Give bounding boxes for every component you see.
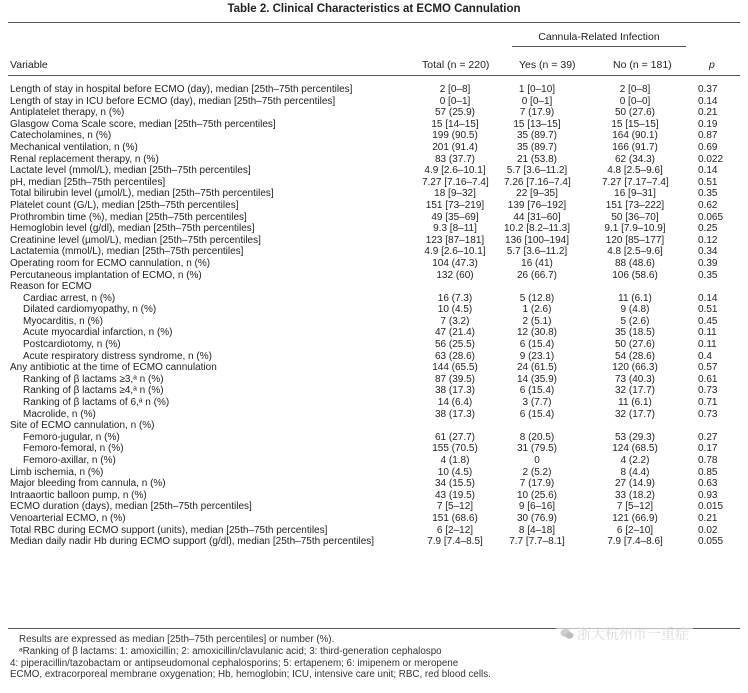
row-total: 6 [2–12] bbox=[436, 524, 474, 536]
row-total: 4.9 [2.6–10.1] bbox=[424, 246, 486, 258]
row-no: 50 (27.6) bbox=[614, 339, 656, 351]
row-variable: Ranking of β lactams of 6,ᵃ n (%) bbox=[23, 397, 170, 409]
row-variable: Femoro-axillar, n (%) bbox=[23, 455, 116, 466]
row-no: 50 [36–70] bbox=[611, 211, 659, 223]
table-row bbox=[0, 223, 748, 235]
row-total: 9.3 [8–11] bbox=[433, 223, 477, 235]
row-yes: 8 (20.5) bbox=[519, 431, 555, 443]
table-row bbox=[0, 119, 748, 131]
row-variable: Lactate level (mmol/L), median [25th–75th percentiles] bbox=[10, 165, 251, 177]
row-p: 0.02 bbox=[698, 524, 718, 536]
table-row bbox=[0, 246, 748, 258]
row-total: 14 (6.4) bbox=[437, 397, 473, 409]
row-no: 32 (17.7) bbox=[614, 385, 656, 397]
table-row bbox=[0, 154, 748, 166]
row-p: 0.73 bbox=[698, 385, 718, 397]
row-total: 49 [35–69] bbox=[431, 211, 479, 223]
row-no: 27 (14.9) bbox=[614, 478, 656, 490]
row-yes: 7.7 [7.7–8.1] bbox=[509, 536, 565, 548]
row-p: 0.11 bbox=[698, 339, 717, 351]
table-row bbox=[0, 362, 748, 374]
header-no: No (n = 181) bbox=[613, 59, 672, 71]
row-variable: Acute myocardial infarction, n (%) bbox=[23, 327, 173, 339]
row-p: 0.57 bbox=[698, 362, 718, 374]
row-no: 9.1 [7.9–10.9] bbox=[604, 223, 666, 235]
row-variable: pH, median [25th–75th percentiles] bbox=[10, 176, 166, 188]
row-no: 15 [15–15] bbox=[611, 118, 659, 130]
table-row bbox=[0, 501, 748, 513]
table-row bbox=[0, 165, 748, 177]
row-yes: 7.26 [7.16–7.4] bbox=[504, 176, 571, 188]
row-total: 0 [0–1] bbox=[439, 95, 471, 107]
row-variable: Reason for ECMO bbox=[10, 281, 92, 293]
row-total: 15 [14–15] bbox=[431, 118, 479, 130]
row-variable: Any antibiotic at the time of ECMO cannulation bbox=[10, 362, 217, 374]
table-row bbox=[0, 420, 748, 432]
row-total: 10 (4.5) bbox=[437, 466, 473, 478]
row-variable: Femoro-jugular, n (%) bbox=[23, 431, 120, 443]
row-yes: 15 [13–15] bbox=[513, 118, 561, 130]
row-yes: 1 [0–10] bbox=[518, 84, 556, 95]
row-p: 0.21 bbox=[698, 512, 718, 524]
row-variable: Ranking of β lactams ≥4,ᵃ n (%) bbox=[23, 385, 164, 397]
row-p: 0.17 bbox=[698, 443, 718, 455]
table-row bbox=[0, 200, 748, 212]
row-yes: 31 (79.5) bbox=[516, 443, 558, 455]
table-row bbox=[0, 304, 748, 316]
row-p: 0.45 bbox=[698, 315, 718, 327]
footnote-abbreviations: ECMO, extracorporeal membrane oxygenation; Hb, hemoglobin; ICU, intensive care unit; RBC, red blood cells. bbox=[10, 669, 491, 681]
row-no: 16 [9–31] bbox=[614, 188, 656, 200]
row-yes: 9 [6–16] bbox=[518, 501, 556, 513]
table-row bbox=[0, 293, 748, 305]
row-p: 0.87 bbox=[698, 130, 718, 142]
row-yes: 3 (7.7) bbox=[522, 397, 552, 409]
table-row bbox=[0, 409, 748, 421]
row-variable: Ranking of β lactams ≥3,ᵃ n (%) bbox=[23, 373, 164, 385]
row-total: 7 (3.2) bbox=[440, 315, 470, 327]
row-yes: 16 (41) bbox=[521, 257, 553, 269]
header-variable: Variable bbox=[10, 59, 48, 71]
row-total: 18 [9–32] bbox=[434, 188, 476, 200]
row-p: 0.37 bbox=[698, 84, 718, 95]
table-title: Table 2. Clinical Characteristics at ECMO Cannulation bbox=[227, 3, 521, 15]
group-rule bbox=[512, 46, 686, 47]
row-total: 151 (68.6) bbox=[432, 512, 478, 524]
row-no: 2 [0–8] bbox=[619, 84, 651, 95]
table-row bbox=[0, 177, 748, 189]
row-yes: 12 (30.8) bbox=[516, 327, 558, 339]
row-p: 0.85 bbox=[698, 466, 718, 478]
row-no: 121 (66.9) bbox=[612, 512, 658, 524]
row-no: 7.9 [7.4–8.6] bbox=[607, 536, 663, 548]
row-p: 0.62 bbox=[698, 199, 718, 211]
row-yes: 6 (15.4) bbox=[519, 408, 555, 420]
row-total: 7.27 [7.16–7.4] bbox=[422, 176, 489, 188]
row-variable: Total bilirubin level (µmol/L), median [25th–75th percentiles] bbox=[10, 188, 274, 200]
row-variable: Myocarditis, n (%) bbox=[23, 315, 104, 327]
table-row bbox=[0, 270, 748, 282]
wechat-icon bbox=[560, 628, 574, 640]
row-variable: Postcardiotomy, n (%) bbox=[23, 339, 121, 351]
table-row bbox=[0, 84, 748, 96]
row-yes: 10.2 [8.2–11.3] bbox=[504, 223, 570, 235]
row-variable: Limb ischemia, n (%) bbox=[10, 466, 104, 478]
header-rule bbox=[8, 75, 740, 76]
table-row bbox=[0, 130, 748, 142]
row-p: 0.022 bbox=[698, 153, 724, 165]
row-no: 7.27 [7.17–7.4] bbox=[602, 176, 669, 188]
row-total: 7 [5–12] bbox=[436, 501, 474, 513]
row-no: 62 (34.3) bbox=[614, 153, 656, 165]
row-no: 7 [5–12] bbox=[616, 501, 654, 513]
row-p: 0.78 bbox=[698, 455, 718, 466]
row-no: 88 (48.6) bbox=[614, 257, 656, 269]
row-variable: Intraaortic balloon pump, n (%) bbox=[10, 489, 147, 501]
table-row bbox=[0, 188, 748, 200]
row-total: 155 (70.5) bbox=[432, 443, 478, 455]
row-total: 83 (37.7) bbox=[434, 153, 476, 165]
row-yes: 35 (89.7) bbox=[516, 130, 558, 142]
table-row bbox=[0, 397, 748, 409]
row-variable: Length of stay in ICU before ECMO (day), median [25th–75th percentiles] bbox=[10, 95, 336, 107]
row-no: 8 (4.4) bbox=[620, 466, 650, 478]
row-p: 0.71 bbox=[698, 397, 718, 409]
row-p: 0.14 bbox=[698, 165, 718, 177]
row-p: 0.055 bbox=[698, 536, 724, 548]
row-variable: Renal replacement therapy, n (%) bbox=[10, 153, 159, 165]
row-variable: Major bleeding from cannula, n (%) bbox=[10, 478, 166, 490]
row-total: 56 (25.5) bbox=[434, 339, 476, 351]
row-variable: Femoro-femoral, n (%) bbox=[23, 443, 124, 455]
row-total: 87 (39.5) bbox=[434, 373, 476, 385]
row-total: 2 [0–8] bbox=[439, 84, 471, 95]
row-p: 0.12 bbox=[698, 234, 718, 246]
row-variable: Platelet count (G/L), median [25th–75th percentiles] bbox=[10, 199, 239, 211]
row-variable: Total RBC during ECMO support (units), median [25th–75th percentiles] bbox=[10, 524, 328, 536]
row-no: 11 (6.1) bbox=[618, 292, 652, 304]
row-p: 0.61 bbox=[698, 373, 718, 385]
row-variable: Acute respiratory distress syndrome, n (%) bbox=[23, 350, 212, 362]
row-no: 32 (17.7) bbox=[614, 408, 656, 420]
group-header: Cannula-Related Infection bbox=[538, 31, 660, 43]
row-total: 104 (47.3) bbox=[432, 257, 478, 269]
row-p: 0.69 bbox=[698, 141, 718, 153]
row-p: 0.14 bbox=[698, 95, 718, 107]
row-total: 123 [87–181] bbox=[425, 234, 485, 246]
table-row bbox=[0, 235, 748, 247]
row-yes: 136 [100–194] bbox=[505, 234, 569, 246]
row-no: 35 (18.5) bbox=[614, 327, 656, 339]
row-yes: 0 bbox=[534, 455, 540, 466]
row-p: 0.93 bbox=[698, 489, 718, 501]
table-row bbox=[0, 351, 748, 363]
row-total: 16 (7.3) bbox=[437, 292, 473, 304]
row-no: 164 (90.1) bbox=[612, 130, 658, 142]
row-variable: Cardiac arrest, n (%) bbox=[23, 292, 116, 304]
row-p: 0.35 bbox=[698, 269, 718, 281]
row-total: 38 (17.3) bbox=[434, 408, 476, 420]
row-no: 4.8 [2.5–9.6] bbox=[607, 165, 663, 177]
row-no: 166 (91.7) bbox=[612, 141, 658, 153]
table-row bbox=[0, 258, 748, 270]
row-total: 43 (19.5) bbox=[434, 489, 476, 501]
row-p: 0.14 bbox=[698, 292, 718, 304]
footnote-ranking: ᵃRanking of β lactams: 1: amoxicillin; 2: amoxicillin/clavulanic acid; 3: third-generation cephalospo bbox=[19, 645, 442, 657]
row-yes: 5 (12.8) bbox=[519, 292, 555, 304]
row-yes: 24 (61.5) bbox=[516, 362, 558, 374]
row-yes: 10 (25.6) bbox=[516, 489, 558, 501]
row-variable: Operating room for ECMO cannulation, n (%) bbox=[10, 257, 211, 269]
row-variable: Antiplatelet therapy, n (%) bbox=[10, 107, 125, 119]
row-total: 201 (91.4) bbox=[432, 141, 478, 153]
row-no: 106 (58.6) bbox=[612, 269, 658, 281]
row-variable: Hemoglobin level (g/dl), median [25th–75th percentiles] bbox=[10, 223, 255, 235]
row-variable: Macrolide, n (%) bbox=[23, 408, 96, 420]
row-total: 57 (25.9) bbox=[434, 107, 476, 119]
watermark-text: 浙大杭州市一重症 bbox=[577, 626, 689, 642]
row-p: 0.35 bbox=[698, 188, 718, 200]
row-total: 47 (21.4) bbox=[434, 327, 476, 339]
row-no: 151 [73–222] bbox=[605, 199, 665, 211]
table-row bbox=[0, 316, 748, 328]
row-no: 9 (4.8) bbox=[620, 304, 650, 316]
table-row bbox=[0, 107, 748, 119]
row-total: 7.9 [7.4–8.5] bbox=[427, 536, 483, 548]
table-row bbox=[0, 281, 748, 293]
row-variable: Creatinine level (µmol/L), median [25th–75th percentiles] bbox=[10, 234, 261, 246]
row-total: 132 (60) bbox=[436, 269, 474, 281]
table-row bbox=[0, 327, 748, 339]
row-yes: 7 (17.9) bbox=[519, 107, 555, 119]
row-total: 4.9 [2.6–10.1] bbox=[424, 165, 486, 177]
row-p: 0.51 bbox=[698, 176, 718, 188]
table-row bbox=[0, 536, 748, 559]
row-yes: 2 (5.1) bbox=[522, 315, 552, 327]
row-yes: 26 (66.7) bbox=[516, 269, 558, 281]
header-yes: Yes (n = 39) bbox=[519, 59, 576, 71]
row-variable: Venoarterial ECMO, n (%) bbox=[10, 512, 126, 524]
row-no: 120 (66.3) bbox=[612, 362, 658, 374]
row-total: 4 (1.8) bbox=[440, 455, 470, 466]
row-yes: 21 (53.8) bbox=[516, 153, 558, 165]
row-variable: Catecholamines, n (%) bbox=[10, 130, 112, 142]
row-yes: 6 (15.4) bbox=[519, 339, 555, 351]
footnote-results: Results are expressed as median [25th–75th percentiles] or number (%). bbox=[19, 634, 335, 645]
row-yes: 6 (15.4) bbox=[519, 385, 555, 397]
row-total: 144 (65.5) bbox=[432, 362, 478, 374]
row-yes: 5.7 [3.6–11.2] bbox=[506, 246, 568, 258]
table-row bbox=[0, 478, 748, 490]
row-no: 50 (27.6) bbox=[614, 107, 656, 119]
header-total: Total (n = 220) bbox=[422, 59, 490, 71]
row-yes: 14 (35.9) bbox=[516, 373, 558, 385]
table-row bbox=[0, 96, 748, 108]
table-row bbox=[0, 490, 748, 502]
row-no: 6 [2–10] bbox=[616, 524, 654, 536]
row-p: 0.25 bbox=[698, 223, 718, 235]
table-row bbox=[0, 212, 748, 224]
row-total: 151 [73–219] bbox=[425, 199, 485, 211]
row-total: 63 (28.6) bbox=[434, 350, 476, 362]
row-p: 0.4 bbox=[698, 350, 712, 362]
row-p: 0.11 bbox=[698, 327, 717, 339]
row-p: 0.63 bbox=[698, 478, 718, 490]
row-variable: Length of stay in hospital before ECMO (day), median [25th–75th percentiles] bbox=[10, 84, 353, 95]
table-row bbox=[0, 467, 748, 479]
footnote-ranking-cont: 4: piperacillin/tazobactam or antipseudomonal cephalosporins; 5: ertapenem; 6: imipenem or meropene bbox=[10, 657, 459, 669]
row-total: 34 (15.5) bbox=[434, 478, 476, 490]
row-no: 11 (6.1) bbox=[618, 397, 652, 409]
row-p: 0.19 bbox=[698, 118, 718, 130]
table-row bbox=[0, 374, 748, 386]
table-row bbox=[0, 432, 748, 444]
table-row bbox=[0, 513, 748, 525]
row-yes: 5.7 [3.6–11.2] bbox=[506, 165, 568, 177]
row-p: 0.39 bbox=[698, 257, 718, 269]
table-row bbox=[0, 385, 748, 397]
row-yes: 9 (23.1) bbox=[519, 350, 555, 362]
row-total: 38 (17.3) bbox=[434, 385, 476, 397]
row-no: 54 (28.6) bbox=[614, 350, 656, 362]
row-variable: Glasgow Coma Scale score, median [25th–75th percentiles] bbox=[10, 118, 276, 130]
row-variable: Mechanical ventilation, n (%) bbox=[10, 141, 138, 153]
row-yes: 22 [9–35] bbox=[516, 188, 558, 200]
row-p: 0.51 bbox=[698, 304, 718, 316]
row-no: 4.8 [2.5–9.6] bbox=[607, 246, 663, 258]
table-row bbox=[0, 455, 748, 467]
table-row bbox=[0, 339, 748, 351]
row-yes: 1 (2.6) bbox=[522, 304, 552, 316]
row-yes: 139 [76–192] bbox=[507, 199, 567, 211]
row-p: 0.73 bbox=[698, 408, 718, 420]
row-p: 0.015 bbox=[698, 501, 724, 513]
row-total: 10 (4.5) bbox=[437, 304, 473, 316]
row-yes: 2 (5.2) bbox=[522, 466, 552, 478]
row-yes: 8 [4–18] bbox=[518, 524, 556, 536]
row-total: 199 (90.5) bbox=[432, 130, 478, 142]
row-no: 0 [0–0] bbox=[619, 95, 651, 107]
row-p: 0.34 bbox=[698, 246, 718, 258]
row-no: 4 (2.2) bbox=[620, 455, 650, 466]
row-variable: Lactatemia (mmol/L), median [25th–75th percentiles] bbox=[10, 246, 244, 258]
row-p: 0.21 bbox=[698, 107, 718, 119]
row-variable: Median daily nadir Hb during ECMO support (g/dl), median [25th–75th percentiles] bbox=[10, 536, 375, 548]
row-yes: 44 [31–60] bbox=[513, 211, 561, 223]
row-yes: 0 [0–1] bbox=[521, 95, 553, 107]
row-variable: Dilated cardiomyopathy, n (%) bbox=[23, 304, 157, 316]
row-no: 73 (40.3) bbox=[614, 373, 656, 385]
row-yes: 30 (76.9) bbox=[516, 512, 558, 524]
table-body bbox=[0, 84, 748, 559]
row-p: 0.065 bbox=[698, 211, 724, 223]
header-p: p bbox=[709, 59, 715, 71]
row-no: 120 [85–177] bbox=[605, 234, 665, 246]
row-p: 0.27 bbox=[698, 431, 718, 443]
table-row bbox=[0, 142, 748, 154]
table-row bbox=[0, 525, 748, 537]
row-no: 53 (29.3) bbox=[614, 431, 656, 443]
row-variable: Site of ECMO cannulation, n (%) bbox=[10, 420, 155, 432]
row-yes: 35 (89.7) bbox=[516, 141, 558, 153]
row-no: 124 (68.5) bbox=[612, 443, 658, 455]
row-total: 61 (27.7) bbox=[434, 431, 476, 443]
top-rule bbox=[8, 22, 740, 23]
row-variable: ECMO duration (days), median [25th–75th percentiles] bbox=[10, 501, 252, 513]
table-row bbox=[0, 443, 748, 455]
watermark bbox=[556, 624, 693, 644]
row-variable: Prothrombin time (%), median [25th–75th percentiles] bbox=[10, 211, 247, 223]
row-no: 33 (18.2) bbox=[614, 489, 656, 501]
row-yes: 7 (17.9) bbox=[519, 478, 555, 490]
row-no: 5 (2.6) bbox=[620, 315, 650, 327]
row-variable: Percutaneous implantation of ECMO, n (%) bbox=[10, 269, 202, 281]
